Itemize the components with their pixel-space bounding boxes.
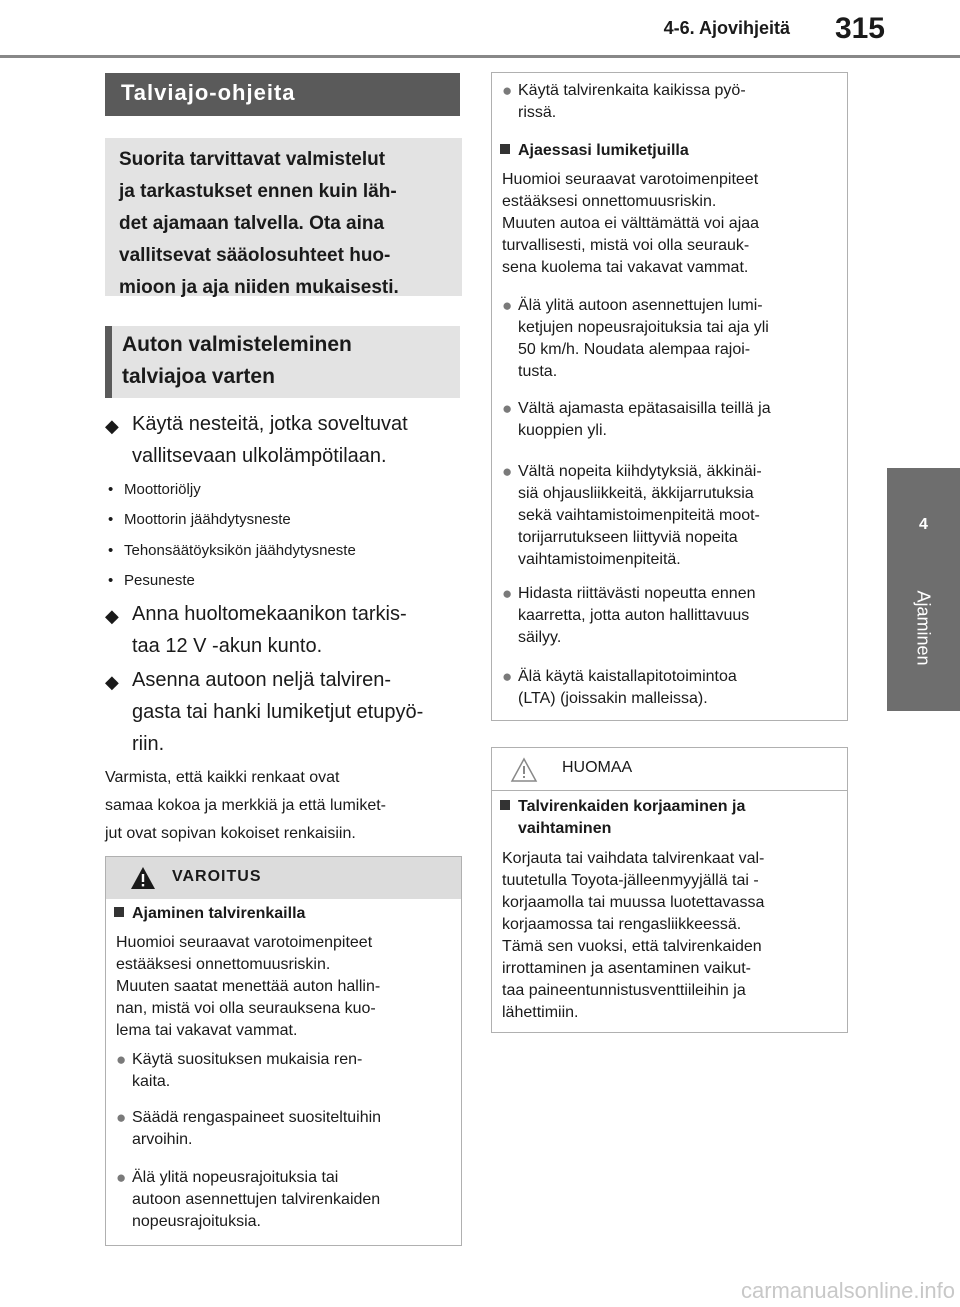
body-line: Muuten saatat menettää auton hallin- (116, 978, 381, 995)
item-line: Vältä ajamasta epätasaisilla teillä ja (518, 400, 771, 417)
fluid-label: Moottoriöljy (124, 481, 201, 498)
fluid-item: • Moottorin jäähdytysneste (108, 511, 291, 528)
circle-bullet-icon: ● (116, 1108, 127, 1127)
point-line: vallitsevaan ulkolämpötilaan. (132, 445, 387, 467)
notice-header (492, 748, 847, 791)
fluid-label: Pesuneste (124, 572, 195, 589)
header-rule (0, 55, 960, 58)
body-line: tuutetulla Toyota-jälleenmyyjällä tai - (502, 872, 759, 889)
warning-box (105, 856, 462, 1246)
item-line: kuoppien yli. (518, 422, 607, 439)
chapter-tab (887, 468, 960, 711)
item-line: rissä. (518, 104, 557, 121)
circle-bullet-icon: ● (502, 399, 513, 418)
notice-subheading (500, 796, 840, 840)
item-line: (LTA) (joissakin malleissa). (518, 690, 708, 707)
body-line: irrottaminen ja asentaminen vaikut- (502, 960, 752, 977)
watermark: carmanualsonline.info (740, 1278, 955, 1303)
fluid-item: • Moottoriöljy (108, 481, 201, 498)
point-line: riin. (132, 733, 165, 755)
warning-header (106, 857, 461, 899)
body-line: turvallisesti, mistä voi olla seurauk- (502, 237, 750, 254)
circle-bullet-icon: ● (502, 296, 513, 315)
warning-paragraph (116, 932, 456, 1042)
body-line: korjaamolla tai muussa luotettavassa (502, 894, 765, 911)
warning-item (502, 666, 842, 710)
point-line: Käytä nesteitä, jotka soveltuvat (132, 413, 408, 435)
point-line: gasta tai hanki lumiketjut etupyö- (132, 701, 424, 723)
item-line: Älä käytä kaistallapitotoimintoa (518, 668, 737, 685)
point-battery (105, 598, 465, 662)
note-line: Varmista, että kaikki renkaat ovat (105, 769, 340, 786)
section-heading (105, 73, 460, 116)
caution-triangle-icon (510, 757, 538, 783)
body-line: Korjauta tai vaihdata talvirenkaat val- (502, 850, 765, 867)
subsection-line: Auton valmisteleminen (122, 333, 352, 356)
intro-box (105, 138, 462, 296)
item-line: Älä ylitä nopeusrajoituksia tai (132, 1169, 339, 1186)
note-line: jut ovat sopivan kokoiset renkaisiin. (105, 825, 356, 842)
chapter-label: Ajaminen (913, 590, 934, 666)
item-line: torijarrutukseen liittyviä nopeita (518, 529, 738, 546)
warning-item (502, 295, 842, 383)
diamond-bullet-icon: ◆ (105, 672, 119, 692)
item-line: kaita. (132, 1073, 171, 1090)
item-line: Säädä rengaspaineet suositeltuihin (132, 1109, 382, 1126)
warning-item (116, 1107, 456, 1151)
warning-item (116, 1167, 456, 1233)
body-line: lähettimiin. (502, 1004, 579, 1021)
body-line: sena kuolema tai vakavat vammat. (502, 259, 749, 276)
item-line: nopeusrajoituksia. (132, 1213, 261, 1230)
diamond-bullet-icon: ◆ (105, 416, 119, 436)
body-line: nan, mistä voi olla seurauksena kuo- (116, 1000, 376, 1017)
item-line: Käytä talvirenkaita kaikissa pyö- (518, 82, 746, 99)
warning-box-continued (491, 72, 848, 721)
point-line: Anna huoltomekaanikon tarkis- (132, 603, 407, 625)
intro-line: ja tarkastukset ennen kuin läh- (119, 181, 397, 202)
page-number: 315 (834, 12, 885, 45)
circle-bullet-icon: ● (502, 81, 513, 100)
notice-title: HUOMAA (562, 759, 633, 776)
item-line: siä ohjausliikkeitä, äkkijarrutuksia (518, 485, 754, 502)
item-line: 50 km/h. Noudata alempaa rajoi- (518, 341, 751, 358)
item-line: Käytä suosituksen mukaisia ren- (132, 1051, 363, 1068)
fluid-item: • Tehonsäätöyksikön jäähdytysneste (108, 542, 356, 559)
subsection-heading-text (122, 329, 452, 393)
warning-item (502, 80, 842, 124)
circle-bullet-icon: ● (116, 1050, 127, 1069)
body-line: lema tai vakavat vammat. (116, 1022, 298, 1039)
item-line: Hidasta riittävästi nopeutta ennen (518, 585, 756, 602)
notice-box (491, 747, 848, 1033)
note-line: samaa kokoa ja merkkiä ja että lumiket- (105, 797, 386, 814)
item-line: kaarretta, jotta auton hallittavuus (518, 607, 750, 624)
intro-line: vallitsevat sääolosuhteet huo- (119, 245, 391, 266)
body-line: Huomioi seuraavat varotoimenpiteet (116, 934, 373, 951)
diamond-bullet-icon: ◆ (105, 606, 119, 626)
fluid-item: • Pesuneste (108, 572, 195, 589)
circle-bullet-icon: ● (502, 667, 513, 686)
intro-line: Suorita tarvittavat valmistelut (119, 149, 386, 170)
body-line: Tämä sen vuoksi, että talvirenkaiden (502, 938, 762, 955)
chapter-number: 4 (919, 516, 928, 533)
intro-line: mioon ja aja niiden mukaisesti. (119, 277, 399, 298)
warning-paragraph (502, 169, 842, 279)
warning-subheading (500, 140, 689, 162)
item-line: Älä ylitä autoon asennettujen lumi- (518, 297, 763, 314)
subsection-heading (105, 326, 460, 398)
tire-note (105, 764, 465, 848)
item-line: säilyy. (518, 629, 562, 646)
point-line: Asenna autoon neljä talviren- (132, 669, 392, 691)
point-fluids (105, 408, 465, 472)
circle-bullet-icon: ● (502, 584, 513, 603)
item-line: Vältä nopeita kiihdytyksiä, äkkinäi- (518, 463, 762, 480)
warning-item (502, 461, 842, 571)
item-line: vaihtamistoimenpiteitä. (518, 551, 681, 568)
warning-item (116, 1049, 456, 1093)
square-bullet-icon (500, 144, 510, 154)
body-line: Muuten autoa ei välttämättä voi ajaa (502, 215, 760, 232)
item-line: autoon asennettujen talvirenkaiden (132, 1191, 381, 1208)
warning-item (502, 583, 842, 649)
point-tires (105, 664, 465, 760)
warning-subheading (114, 903, 305, 925)
warning-item (502, 398, 842, 442)
square-bullet-icon (114, 907, 124, 917)
circle-bullet-icon: ● (116, 1168, 127, 1187)
item-line: tusta. (518, 363, 558, 380)
warning-subheading-text: Ajaminen talvirenkailla (132, 905, 306, 922)
intro-line: det ajamaan talvella. Ota aina (119, 213, 385, 234)
notice-paragraph (502, 848, 842, 1024)
item-line: arvoihin. (132, 1131, 193, 1148)
section-title: 4-6. Ajovihjeitä (663, 18, 790, 38)
intro-text (119, 144, 449, 304)
notice-subheading-line: vaihtaminen (518, 820, 612, 837)
square-bullet-icon (500, 800, 510, 810)
fluid-label: Tehonsäätöyksikön jäähdytysneste (124, 542, 356, 559)
item-line: ketjujen nopeusrajoituksia tai aja yli (518, 319, 769, 336)
body-line: estääksesi onnettomuusriskin. (116, 956, 331, 973)
warning-subheading-text: Ajaessasi lumiketjuilla (518, 142, 689, 159)
circle-bullet-icon: ● (502, 462, 513, 481)
section-heading-text: Talviajo-ohjeita (121, 80, 296, 105)
body-line: Huomioi seuraavat varotoimenpiteet (502, 171, 759, 188)
item-line: sekä vaihtamistoimenpiteitä moot- (518, 507, 760, 524)
warning-title: VAROITUS (172, 868, 262, 885)
point-line: taa 12 V -akun kunto. (132, 635, 323, 657)
notice-subheading-line: Talvirenkaiden korjaaminen ja (518, 798, 746, 815)
warning-triangle-icon (130, 866, 156, 890)
body-line: estääksesi onnettomuusriskin. (502, 193, 717, 210)
body-line: korjaamossa tai rengasliikkeessä. (502, 916, 742, 933)
fluid-label: Moottorin jäähdytysneste (124, 511, 291, 528)
body-line: taa paineentunnistusventtiileihin ja (502, 982, 746, 999)
subsection-line: talviajoa varten (122, 365, 275, 388)
